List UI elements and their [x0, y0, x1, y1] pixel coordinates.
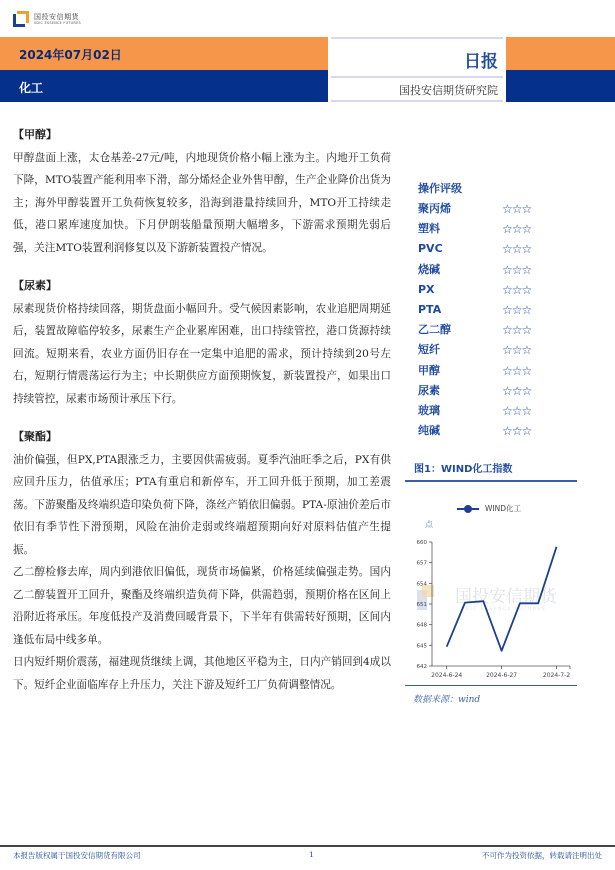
- footer-disclaimer: 不可作为投资依据，转载请注明出处: [482, 851, 602, 860]
- main-content: [13, 124, 391, 696]
- section-urea: [13, 275, 391, 410]
- rating-row: [418, 361, 608, 381]
- footer-copyright: 本报告版权属于国投安信期货有限公司: [13, 851, 141, 860]
- section-title: 【尿素】: [13, 279, 57, 292]
- data-source: 数据来源：wind: [413, 695, 481, 705]
- rating-name: 短纤: [418, 343, 440, 357]
- y-axis-unit: 点: [425, 520, 433, 529]
- section-title: 【聚酯】: [13, 430, 57, 443]
- figure-divider: [405, 480, 577, 482]
- section-methanol: [13, 124, 391, 259]
- institute-label: 国投安信期货研究院: [399, 84, 498, 97]
- svg-text:国投安信期货: 国投安信期货: [455, 587, 557, 607]
- logo-name-cn: 国投安信期货: [34, 13, 79, 21]
- rating-row: [418, 381, 608, 401]
- company-logo: [13, 11, 81, 27]
- rating-name: 纯碱: [418, 424, 440, 438]
- rating-name: 玻璃: [418, 403, 440, 417]
- rating-name: 乙二醇: [418, 323, 451, 337]
- logo-name-en: SDIC ESSENCE FUTURES: [34, 21, 81, 25]
- section-title: 【甲醇】: [13, 128, 57, 141]
- svg-text:SDIC ESSENCE FUTURES: SDIC ESSENCE FUTURES: [461, 607, 547, 612]
- legend-label: WIND化工: [485, 504, 522, 513]
- report-type-box: [328, 37, 506, 102]
- star-rating-icon: ☆☆☆: [502, 303, 532, 318]
- star-rating-icon: ☆☆☆: [502, 262, 532, 277]
- rating-row: [418, 340, 608, 360]
- operation-ratings: [418, 179, 608, 441]
- svg-text:657: 657: [416, 560, 427, 567]
- section-paragraph: 油价偏强，但PX,PTA跟涨乏力，主要因供需疲弱。夏季汽油旺季之后，PX有供应回升压力，估值承压；PTA有重启和新停车，开工回升低于预期，加工差震荡。下游聚酯及终端织造印染负荷下降，涤丝产销依旧偏弱。PTA-原油价差后市依旧有季节性下滑预期，风险在油价走弱或终端超预期向好对原料估值产生提振。: [13, 453, 391, 556]
- section-paragraph: 乙二醇检修去库，周内到港依旧偏低，现货市场偏紧，价格延续偏强走势。国内乙二醇装置开工回升，聚酯及终端织造负荷下降，供需趋弱，预期价格在区间上沿附近将承压。年度低投产及消费回暖背景下，下半年有供需转好预期，区间内逢低布局中线多单。: [13, 566, 391, 646]
- ratings-title: 操作评级: [418, 182, 462, 195]
- rating-row: [418, 260, 608, 280]
- rating-name: 聚丙烯: [418, 202, 451, 216]
- logo-mark-icon: [13, 11, 29, 27]
- star-rating-icon: ☆☆☆: [502, 323, 532, 338]
- svg-text:651: 651: [416, 602, 427, 608]
- wind-chem-index-chart: [405, 495, 590, 685]
- svg-text:2024-6-24: 2024-6-24: [431, 672, 463, 679]
- svg-text:660: 660: [416, 540, 427, 546]
- rating-name: 甲醇: [418, 363, 440, 377]
- rating-row: [418, 421, 608, 441]
- star-rating-icon: ☆☆☆: [502, 222, 532, 237]
- rating-row: [418, 219, 608, 239]
- source-divider: [405, 685, 577, 686]
- rating-name: 烧碱: [418, 262, 440, 276]
- star-rating-icon: ☆☆☆: [502, 202, 532, 217]
- header-blue-band: [0, 70, 615, 102]
- report-date: 2024年07月02日: [19, 48, 122, 62]
- svg-text:648: 648: [416, 622, 427, 629]
- footer-divider: [0, 845, 615, 847]
- star-rating-icon: ☆☆☆: [502, 403, 532, 418]
- star-rating-icon: ☆☆☆: [502, 424, 532, 439]
- section-paragraph: 日内短纤期价震荡，福建现货继续上调，其他地区平稳为主，日内产销回到4成以下。短纤企业面临库存上升压力，关注下游及短纤工厂负荷调整情况。: [13, 656, 391, 691]
- section-paragraph: 甲醇盘面上涨，太仓基差-27元/吨，内地现货价格小幅上涨为主。内地开工负荷下降，MTO装置产能利用率下滑，部分烯烃企业外售甲醇，生产企业降价出货为主；海外甲醇装置开工负荷恢复较多，沿海到港量持续回升，MTO开工持续走低，港口累库速度加快。下月伊朗装船量预期大幅增多，下游需求预期先弱后强，关注MTO装置利润修复以及下游新装置投产情况。: [13, 151, 391, 254]
- rating-row: [418, 300, 608, 320]
- svg-text:2024-6-27: 2024-6-27: [486, 672, 518, 679]
- rating-name: 塑料: [418, 222, 440, 236]
- chart-plot: [405, 495, 590, 685]
- rating-name: 尿素: [418, 383, 440, 397]
- rating-name: PTA: [418, 303, 442, 317]
- rating-row: [418, 401, 608, 421]
- svg-text:2024-7-2: 2024-7-2: [542, 672, 571, 679]
- svg-text:654: 654: [416, 581, 427, 588]
- rating-name: PVC: [418, 242, 443, 256]
- section-polyester: [13, 426, 391, 696]
- figure-title: 图1：WIND化工指数: [414, 464, 513, 475]
- rating-row: [418, 280, 608, 300]
- svg-text:645: 645: [416, 643, 427, 650]
- page-number: 1: [309, 850, 314, 859]
- star-rating-icon: ☆☆☆: [502, 363, 532, 378]
- rating-row: [418, 239, 608, 259]
- star-rating-icon: ☆☆☆: [502, 242, 532, 257]
- rating-row: [418, 320, 608, 340]
- rating-row: [418, 199, 608, 219]
- rating-name: PX: [418, 282, 435, 296]
- section-paragraph: 尿素现货价格持续回落，期货盘面小幅回升。受气候因素影响，农业追肥周期延后，装置故障临停较多，尿素生产企业累库困难，出口持续管控，港口货源持续回流。短期来看，农业方面仍旧存在一定集中追肥的需求，预计持续到20号左右，短期行情震荡运行为主；中长期供应方面预期恢复，新装置投产，如果出口持续管控，尿素市场预计承压下行。: [13, 302, 391, 405]
- svg-text:642: 642: [416, 664, 427, 670]
- star-rating-icon: ☆☆☆: [502, 343, 532, 358]
- star-rating-icon: ☆☆☆: [502, 282, 532, 297]
- star-rating-icon: ☆☆☆: [502, 383, 532, 398]
- report-type-label: 日报: [464, 52, 498, 72]
- report-category: 化工: [19, 81, 44, 95]
